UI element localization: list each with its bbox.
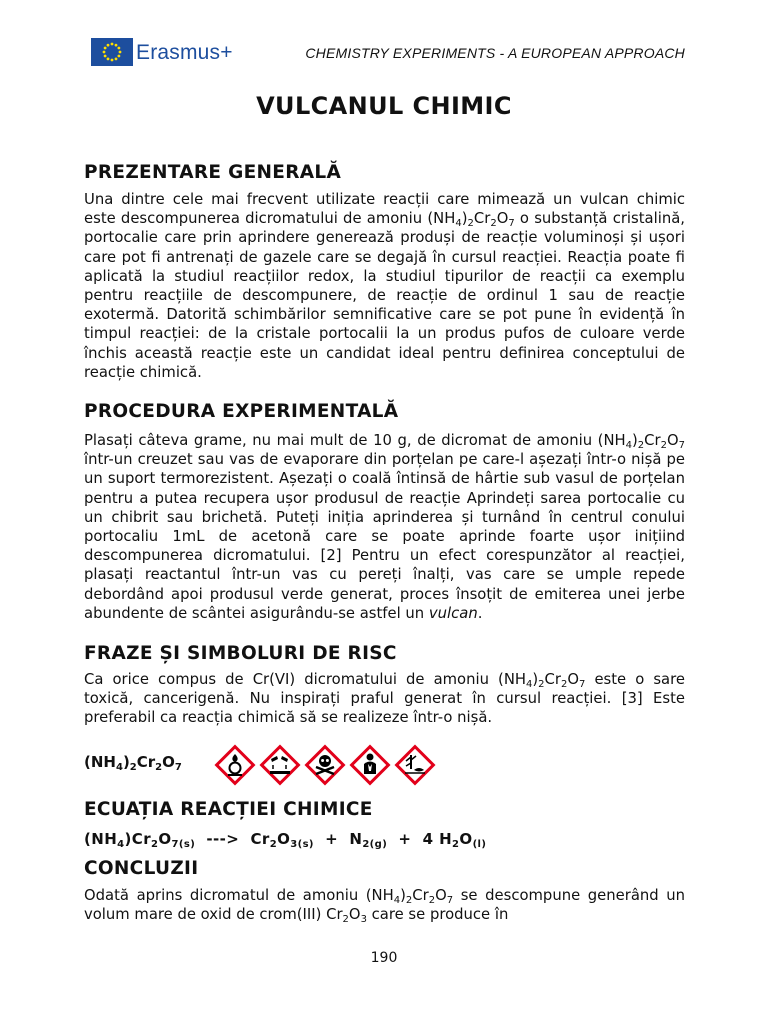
oxidizer-icon — [214, 744, 256, 786]
hazard-formula: $(NH_4)_2Cr_2O_7$ — [84, 753, 182, 773]
section-heading-overview: PREZENTARE GENERALĂ — [84, 162, 342, 183]
toxic-skull-icon — [304, 744, 346, 786]
page-header — [88, 37, 688, 69]
paragraph-risk: Ca orice compus de Cr(VI) dicromatului de amoniu $(NH_4)_2Cr_2O_7$ este o sare toxică, cancerigenă. Nu inspirați praful generat în cursul reacției. [3] Este preferabil ca reacția chimică să se realizeze într-o nișă. — [84, 671, 685, 727]
hazard-row — [84, 744, 684, 788]
paragraph-conclusions: Odată aprins dicromatul de amoniu $(NH_4)_2Cr_2O_7$ se descompune generând un volum mare de oxid de crom(III) $Cr_2O_3$ care se produce în — [84, 887, 686, 926]
paragraph-overview: Una dintre cele mai frecvent utilizate reacții care mimează un vulcan chimic este descompunerea dicromatului de amoniu $(NH_4)_2Cr_2O_7$ o substanță cristalină, portocalie care prin aprindere generează produși de reacție voluminoși și ușori care pot fi antrenați de gazele care se degajă în cursul reacției. Reacția poate fi aplicată la studiul reacțiilor redox, la studiul tipurilor de reacții ca exemplu pentru reacțiile de descompunere, de reacție de ordinul 1 sau de reacție exotermă. Datorită schimbărilor semnificative care se pot pune în evidență în timpul reacției: de la cristale portocalii la un produs pufos de culoare verde închis această reacție este un candidat ideal pentru definirea conceptului de reacție chimică. — [84, 191, 685, 381]
paragraph-procedure: Plasați câteva grame, nu mai mult de 10 g, de dicromat de amoniu $(NH_4)_2Cr_2O_7$ într-un creuzet sau vas de evaporare din porțelan pe care-l așezați într-o nișă pe un suport termorezistent. Așezați o coală întinsă de hârtie sub vasul de porțelan pentru a putea recupera ușor produsul de reacție Aprindeți sarea portocalie cu un chibrit sau brichetă. Puteți iniția aprinderea și turnând în centrul conului portocaliu 1mL de acetonă care se poate aprinde foarte ușor inițiind descompunerea dicromatului. [2] Pentru un efect corespunzător al reacției, plasați reactantul într-un vas cu pereți înalți, vas care se umple repede debordând apoi produsul verde generat, proces însoțit de emiterea unei jerbe abundente de scântei asigurându-se astfel un vulcan. — [84, 432, 685, 622]
page-number: 190 — [370, 950, 398, 966]
environment-hazard-icon — [394, 744, 436, 786]
erasmus-logo — [88, 37, 248, 69]
project-title: CHEMISTRY EXPERIMENTS - A EUROPEAN APPROACH — [305, 45, 685, 61]
reaction-equation: $(NH_4)Cr_2O_{7(s)}$ ---> $Cr_2O_{3(s)} + N_{2(g)} + 4$ $H_2O_{(l)}$ — [84, 830, 487, 850]
section-heading-conclusions: CONCLUZII — [84, 858, 199, 879]
section-heading-equation: ECUAȚIA REACȚIEI CHIMICE — [84, 799, 373, 820]
health-hazard-icon — [349, 744, 391, 786]
brand-name: Erasmus+ — [136, 41, 233, 64]
section-heading-procedure: PROCEDURA EXPERIMENTALĂ — [84, 401, 399, 422]
page-title: VULCANUL CHIMIC — [256, 92, 512, 120]
eu-flag-icon — [91, 38, 133, 66]
section-heading-risk: FRAZE ȘI SIMBOLURI DE RISC — [84, 643, 397, 664]
corrosive-icon — [259, 744, 301, 786]
